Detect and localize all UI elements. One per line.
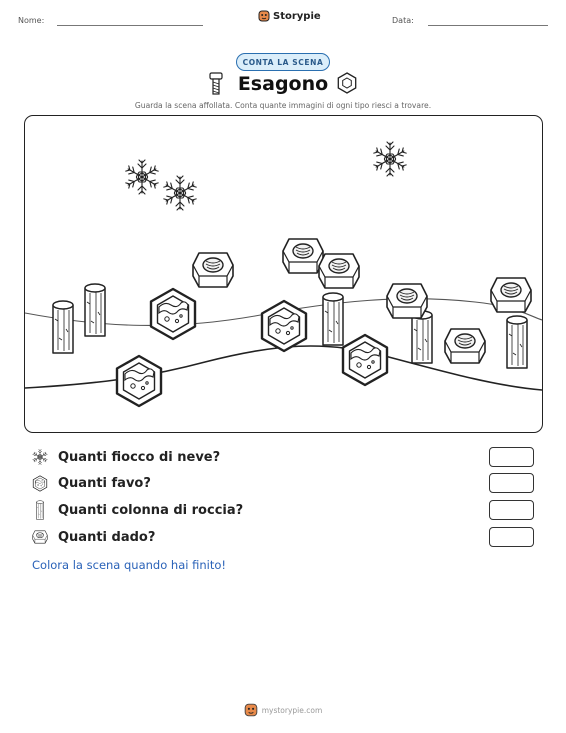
nut <box>283 239 323 273</box>
scene-illustration <box>25 116 542 432</box>
footer-url[interactable]: mystorypie.com <box>261 705 323 715</box>
footer <box>0 703 566 717</box>
snowflake-icon <box>32 448 48 466</box>
rock-column-icon <box>32 501 48 519</box>
honeycomb <box>343 335 387 385</box>
question-text: Quanti fiocco di neve? <box>58 449 221 465</box>
storypie-logo-icon <box>258 10 270 22</box>
name-label: Nome: <box>18 16 45 25</box>
answer-box[interactable] <box>489 447 534 467</box>
answer-box[interactable] <box>489 527 534 547</box>
honeycomb <box>262 301 306 351</box>
honeycomb <box>151 289 195 339</box>
snowflake <box>163 176 196 210</box>
nut <box>491 278 531 312</box>
nut <box>319 254 359 288</box>
question-honeycomb <box>32 472 536 494</box>
instructions: Guarda la scena affollata. Conta quante immagini di ogni tipo riesci a trovare. <box>134 101 432 110</box>
nut <box>387 284 427 318</box>
page-title: Esagono <box>237 73 329 95</box>
question-nut <box>32 526 536 548</box>
answer-box[interactable] <box>489 500 534 520</box>
honeycomb-icon <box>32 474 48 492</box>
storypie-logo-icon <box>244 703 258 717</box>
snowflake <box>373 142 406 176</box>
rock-column <box>53 301 73 353</box>
question-text: Quanti colonna di roccia? <box>58 502 244 518</box>
date-line[interactable] <box>428 25 548 26</box>
name-line[interactable] <box>57 25 203 26</box>
rock-column <box>323 293 343 345</box>
nut-icon <box>32 528 48 546</box>
rock-column <box>507 316 527 368</box>
nut <box>193 253 233 287</box>
rock-column <box>85 284 105 336</box>
question-text: Quanti dado? <box>58 529 156 545</box>
snowflake <box>125 160 158 194</box>
coloring-hint: Colora la scena quando hai finito! <box>32 558 226 572</box>
date-label: Data: <box>392 16 414 25</box>
nut <box>445 329 485 363</box>
question-rock-column <box>32 499 536 521</box>
hexagon-nut-icon <box>336 72 358 94</box>
brand-logo <box>258 10 321 22</box>
question-text: Quanti favo? <box>58 475 151 491</box>
honeycomb <box>117 356 161 406</box>
brand-name: Storypie <box>273 10 321 22</box>
answer-box[interactable] <box>489 473 534 493</box>
counting-scene[interactable] <box>24 115 543 433</box>
activity-badge: CONTA LA SCENA <box>236 53 330 71</box>
question-snowflake <box>32 446 536 468</box>
